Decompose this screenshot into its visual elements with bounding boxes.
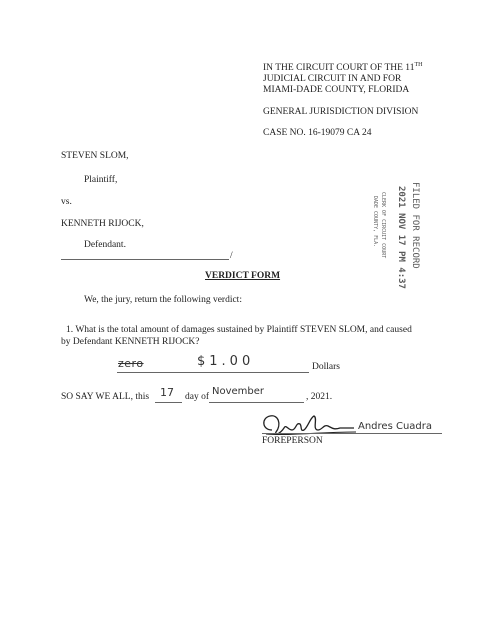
- division: GENERAL JURISDICTION DIVISION: [263, 107, 419, 117]
- defendant-name: KENNETH RIJOCK,: [61, 219, 144, 229]
- signature-line: [262, 433, 442, 434]
- stamp-county: DADE COUNTY, FLA.: [372, 196, 378, 248]
- dollars-label: Dollars: [312, 362, 340, 372]
- stamp-filed: FILED FOR RECORD: [410, 182, 420, 269]
- stamp-clerk: CLERK OF CIRCUIT COURT: [380, 192, 386, 259]
- damages-amount: $1.00: [197, 354, 255, 369]
- case-number: CASE NO. 16-19079 CA 24: [263, 128, 372, 138]
- filed-stamp: [340, 182, 420, 287]
- month-value: November: [212, 386, 265, 397]
- question-1-line-1: 1. What is the total amount of damages sustained by Plaintiff STEVEN SLOM, and caused: [66, 325, 412, 335]
- day-value: 17: [160, 386, 174, 399]
- foreperson-printed-name: Andres Cuadra: [358, 421, 432, 432]
- court-header: [263, 63, 422, 139]
- court-line-2: JUDICIAL CIRCUIT IN AND FOR: [263, 74, 402, 84]
- plaintiff-role: Plaintiff,: [84, 175, 118, 185]
- question-1-line-2: by Defendant KENNETH RIJOCK?: [61, 337, 200, 347]
- struck-answer: zero: [118, 357, 144, 370]
- caption-rule: [61, 250, 229, 260]
- day-of-label: day of: [185, 392, 210, 402]
- verdict-form-title: VERDICT FORM: [205, 271, 281, 281]
- caption-slash: /: [230, 251, 233, 261]
- jury-intro: We, the jury, return the following verdict:: [84, 295, 242, 305]
- plaintiff-name: STEVEN SLOM,: [61, 151, 129, 161]
- year-label: , 2021.: [306, 392, 333, 402]
- court-line-3: MIAMI-DADE COUNTY, FLORIDA: [263, 85, 410, 95]
- court-line-1: IN THE CIRCUIT COURT OF THE 11TH: [263, 61, 423, 73]
- stamp-date: 2021 NOV 17 PM 4:37: [396, 186, 406, 289]
- defendant-role: Defendant.: [84, 240, 126, 250]
- foreperson-label: FOREPERSON: [262, 436, 323, 446]
- say-we-all-prefix: SO SAY WE ALL, this: [61, 392, 150, 402]
- versus: vs.: [61, 197, 72, 207]
